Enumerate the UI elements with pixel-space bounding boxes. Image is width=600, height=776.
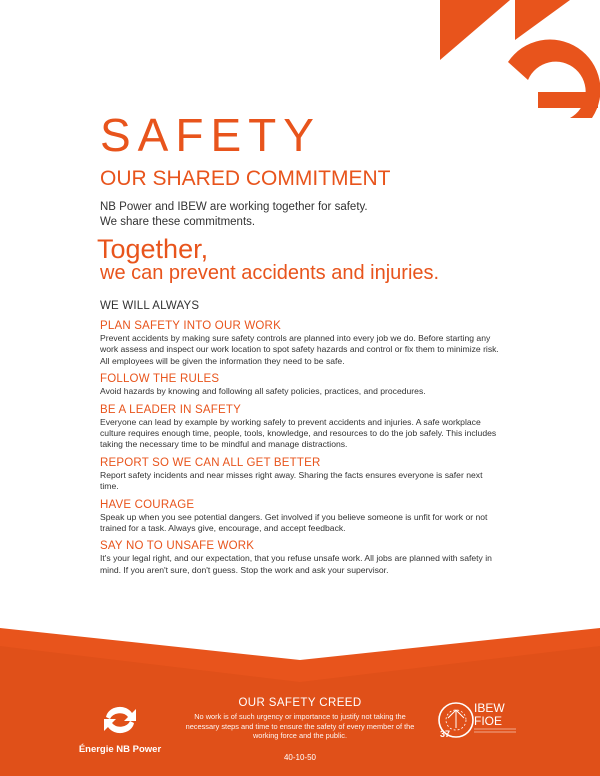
nb-power-logo: [70, 705, 170, 755]
section-body: Report safety incidents and near misses right away. Sharing the facts ensures everyone is safer next time.: [100, 469, 483, 492]
section-body: Avoid hazards by knowing and following all safety policies, practices, and procedures.: [100, 386, 426, 397]
section-heading: SAY NO TO UNSAFE WORK: [100, 540, 255, 553]
headline-prevent: we can prevent accidents and injuries.: [100, 262, 440, 284]
section-body: Speak up when you see potential dangers. Get involved if you believe someone is unfit for work or not trained for a task. Always give, encourage, and accept feedback.: [100, 511, 488, 534]
commitment-plan-safety: [100, 319, 500, 367]
intro-line-1: NB Power and IBEW are working together for safety.: [100, 201, 368, 213]
document-code: 40-10-50: [283, 752, 317, 762]
section-heading: REPORT SO WE CAN ALL GET BETTER: [100, 456, 321, 469]
intro-line-2: We share these commitments.: [100, 216, 256, 228]
section-heading: HAVE COURAGE: [100, 498, 195, 511]
page-title: SAFETY: [100, 109, 321, 161]
nb-power-graphic-mark: [420, 0, 600, 140]
intro-text: [100, 200, 460, 230]
commitment-report: [100, 456, 500, 493]
section-body: Prevent accidents by making sure safety controls are planned into every job we do. Before starting any work assess and inspect our work location to spot safety hazards and control or fix them to minimize risk. All employees will be given the information they need to be safe.: [100, 333, 499, 366]
page-subtitle: OUR SHARED COMMITMENT: [100, 167, 391, 190]
ibew-text: IBEW: [474, 701, 505, 715]
ibew-logo: [436, 698, 526, 746]
fioe-text: FIOE: [474, 714, 503, 728]
section-heading: BE A LEADER IN SAFETY: [100, 403, 241, 416]
commitment-follow-rules: [100, 372, 500, 397]
we-will-always-heading: WE WILL ALWAYS: [100, 300, 200, 312]
section-heading: FOLLOW THE RULES: [100, 373, 220, 386]
ibew-emblem-icon: [436, 698, 526, 746]
creed-title: OUR SAFETY CREED: [238, 697, 362, 709]
safety-creed: [180, 697, 420, 762]
commitment-leader: [100, 403, 500, 451]
section-heading: PLAN SAFETY INTO OUR WORK: [100, 320, 281, 332]
section-body: It's your legal right, and our expectation, that you refuse unsafe work. All jobs are planned with safety in mind. If you aren't sure, don't guess. Stop the work and ask your supervisor.: [100, 553, 492, 575]
section-body: Everyone can lead by example by working safely to prevent accidents and injuries. A safe workplace culture requires enough time, people, tools, knowledge, and resources to do the job safely. This includes taking the necessary time to be mindful and manage distractions.: [100, 416, 497, 450]
headline-together: Together,: [97, 234, 209, 264]
nb-power-label: Énergie NB Power: [78, 744, 162, 755]
ibew-number: 37: [440, 729, 451, 739]
nb-power-arrows-icon: [102, 705, 138, 735]
creed-body: No work is of such urgency or importance to justify not taking the necessary steps and time to ensure the safety of every member of the working force and the public.: [185, 712, 415, 741]
commitment-say-no: [100, 539, 500, 576]
commitment-courage: [100, 498, 500, 535]
commitments-list: [100, 319, 500, 581]
